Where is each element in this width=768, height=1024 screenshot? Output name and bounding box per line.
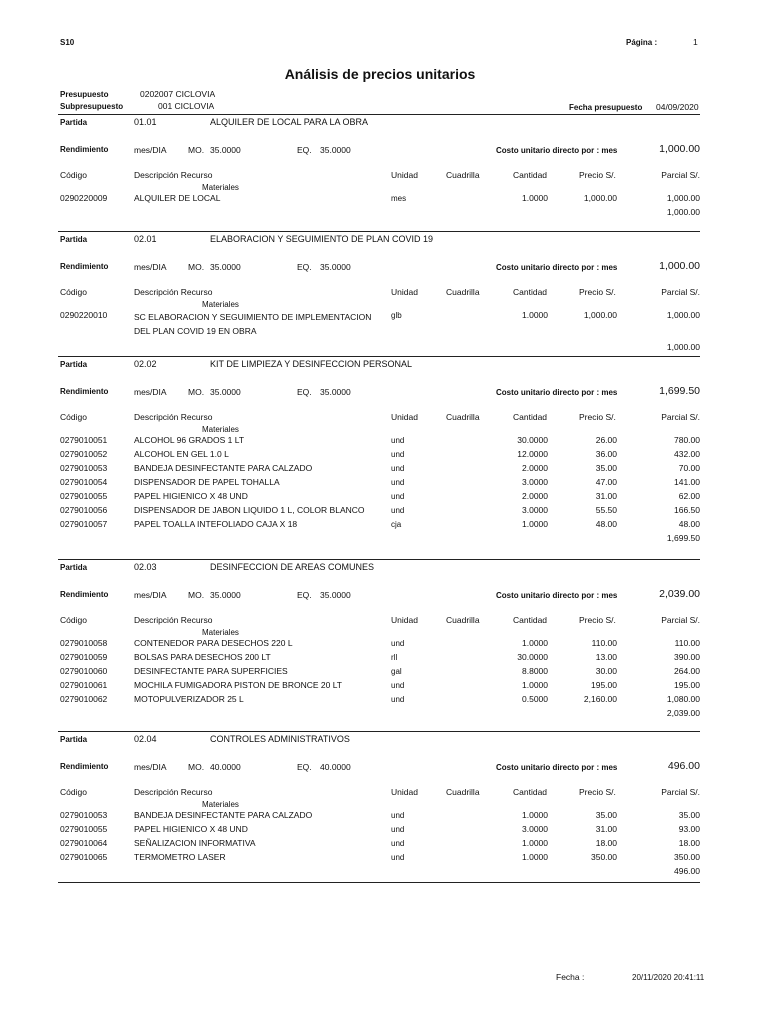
- row-code: 0279010059: [60, 652, 108, 662]
- col-descripcion: Descripción Recurso: [134, 287, 213, 297]
- row-description: MOTOPULVERIZADOR 25 L: [134, 694, 244, 704]
- partida-code: 02.03: [134, 562, 157, 572]
- col-cantidad: Cantidad: [513, 787, 548, 797]
- partida-code: 02.01: [134, 234, 157, 244]
- page-number: 1: [693, 37, 698, 47]
- row-partial: 35.00: [678, 810, 700, 820]
- partida-name: DESINFECCION DE AREAS COMUNES: [210, 562, 375, 572]
- row-description: SC ELABORACION Y SEGUIMIENTO DE IMPLEMENTACION DEL PLAN COVID 19 EN OBRA: [134, 312, 372, 336]
- row-code: 0279010062: [60, 694, 108, 704]
- table-row: [0, 652, 768, 666]
- mo-label: MO.: [188, 262, 205, 272]
- row-code: 0279010052: [60, 449, 108, 459]
- costo-unitario-value: 496.00: [667, 760, 700, 772]
- eq-label: EQ.: [297, 590, 312, 600]
- row-quantity: 1.0000: [522, 193, 548, 203]
- row-code: 0279010061: [60, 680, 108, 690]
- col-unidad: Unidad: [391, 615, 418, 625]
- col-descripcion: Descripción Recurso: [134, 787, 213, 797]
- row-quantity: 2.0000: [522, 463, 548, 473]
- table-row: [0, 838, 768, 852]
- partida-code: 02.04: [134, 734, 157, 744]
- row-price: 26.00: [595, 435, 617, 445]
- row-price: 195.00: [591, 680, 617, 690]
- partida-name: ALQUILER DE LOCAL PARA LA OBRA: [210, 117, 369, 127]
- table-row: [0, 505, 768, 519]
- row-code: 0279010053: [60, 463, 108, 473]
- costo-unitario-value: 1,699.50: [659, 385, 700, 397]
- page-label: Página :: [626, 38, 658, 47]
- partida-code: 02.02: [134, 359, 157, 369]
- row-partial: 390.00: [674, 652, 700, 662]
- row-price: 13.00: [595, 652, 617, 662]
- row-quantity: 1.0000: [522, 519, 548, 529]
- col-precio: Precio S/.: [579, 170, 616, 180]
- costo-unitario-label: Costo unitario directo por : mes: [496, 263, 618, 272]
- row-description: SEÑALIZACION INFORMATIVA: [134, 838, 256, 848]
- row-quantity: 1.0000: [522, 638, 548, 648]
- row-code: 0279010055: [60, 824, 108, 834]
- col-descripcion: Descripción Recurso: [134, 170, 213, 180]
- partida-label: Partida: [60, 235, 88, 244]
- row-price: 110.00: [591, 638, 617, 648]
- row-unit: und: [391, 464, 405, 473]
- col-cuadrilla: Cuadrilla: [446, 170, 480, 180]
- partida-total: 496.00: [674, 866, 700, 876]
- row-quantity: 3.0000: [522, 477, 548, 487]
- costo-unitario-value: 1,000.00: [659, 143, 700, 155]
- partida-divider: [58, 114, 700, 115]
- partida-label: Partida: [60, 735, 88, 744]
- row-unit: und: [391, 492, 405, 501]
- row-unit: gal: [391, 667, 402, 676]
- row-quantity: 30.0000: [517, 435, 548, 445]
- row-price: 55.50: [595, 505, 617, 515]
- row-description: CONTENEDOR PARA DESECHOS 220 L: [134, 638, 293, 648]
- row-code: 0279010058: [60, 638, 108, 648]
- rendimiento-label: Rendimiento: [60, 262, 109, 271]
- row-quantity: 12.0000: [517, 449, 548, 459]
- eq-label: EQ.: [297, 387, 312, 397]
- row-unit: und: [391, 695, 405, 704]
- rendimiento-unit: mes/DIA: [134, 762, 167, 772]
- partida-divider: [58, 356, 700, 357]
- col-precio: Precio S/.: [579, 787, 616, 797]
- costo-unitario-label: Costo unitario directo por : mes: [496, 591, 618, 600]
- row-price: 48.00: [595, 519, 617, 529]
- row-description: ALCOHOL EN GEL 1.0 L: [134, 449, 229, 459]
- eq-value: 35.0000: [320, 387, 351, 397]
- rendimiento-label: Rendimiento: [60, 762, 109, 771]
- footer-fecha-label: Fecha :: [556, 972, 585, 982]
- col-parcial: Parcial S/.: [661, 412, 700, 422]
- partida-label: Partida: [60, 118, 88, 127]
- row-description: DISPENSADOR DE PAPEL TOHALLA: [134, 477, 280, 487]
- table-row: [0, 666, 768, 680]
- table-row: [0, 852, 768, 866]
- row-partial: 432.00: [674, 449, 700, 459]
- col-codigo: Código: [60, 287, 87, 297]
- table-row: [0, 491, 768, 505]
- col-parcial: Parcial S/.: [661, 170, 700, 180]
- row-unit: und: [391, 639, 405, 648]
- row-unit: und: [391, 811, 405, 820]
- partida-divider: [58, 559, 700, 560]
- row-code: 0290220010: [60, 310, 108, 320]
- row-price: 31.00: [595, 491, 617, 501]
- row-partial: 48.00: [678, 519, 700, 529]
- materiales-label: Materiales: [202, 800, 239, 809]
- row-unit: und: [391, 436, 405, 445]
- col-codigo: Código: [60, 170, 87, 180]
- eq-label: EQ.: [297, 262, 312, 272]
- eq-value: 35.0000: [320, 145, 351, 155]
- rendimiento-label: Rendimiento: [60, 145, 109, 154]
- table-row: [0, 477, 768, 491]
- row-code: 0279010051: [60, 435, 108, 445]
- eq-label: EQ.: [297, 762, 312, 772]
- row-quantity: 1.0000: [522, 680, 548, 690]
- row-description: BANDEJA DESINFECTANTE PARA CALZADO: [134, 810, 313, 820]
- col-cantidad: Cantidad: [513, 412, 548, 422]
- col-unidad: Unidad: [391, 170, 418, 180]
- row-quantity: 1.0000: [522, 310, 548, 320]
- table-row: [0, 193, 768, 207]
- row-quantity: 30.0000: [517, 652, 548, 662]
- eq-value: 35.0000: [320, 262, 351, 272]
- costo-unitario-value: 1,000.00: [659, 260, 700, 272]
- row-code: 0279010053: [60, 810, 108, 820]
- row-quantity: 3.0000: [522, 505, 548, 515]
- row-price: 35.00: [595, 810, 617, 820]
- costo-unitario-label: Costo unitario directo por : mes: [496, 388, 618, 397]
- row-partial: 110.00: [674, 638, 700, 648]
- row-unit: mes: [391, 194, 407, 203]
- row-price: 1,000.00: [583, 310, 617, 320]
- col-cuadrilla: Cuadrilla: [446, 287, 480, 297]
- row-unit: und: [391, 853, 405, 862]
- rendimiento-unit: mes/DIA: [134, 145, 167, 155]
- row-partial: 166.50: [674, 505, 700, 515]
- table-row: [0, 435, 768, 449]
- col-parcial: Parcial S/.: [661, 615, 700, 625]
- rendimiento-unit: mes/DIA: [134, 387, 167, 397]
- row-code: 0279010055: [60, 491, 108, 501]
- row-partial: 1,080.00: [666, 694, 700, 704]
- partida-label: Partida: [60, 563, 88, 572]
- row-partial: 70.00: [678, 463, 700, 473]
- row-code: 0290220009: [60, 193, 108, 203]
- row-partial: 1,000.00: [666, 310, 700, 320]
- materiales-label: Materiales: [202, 628, 239, 637]
- materiales-label: Materiales: [202, 425, 239, 434]
- rendimiento-label: Rendimiento: [60, 387, 109, 396]
- row-code: 0279010065: [60, 852, 108, 862]
- partida-total: 2,039.00: [666, 708, 700, 718]
- col-descripcion: Descripción Recurso: [134, 412, 213, 422]
- table-row: [0, 694, 768, 708]
- footer-fecha-value: 20/11/2020 20:41:11: [632, 973, 705, 982]
- table-row: [0, 449, 768, 463]
- col-cuadrilla: Cuadrilla: [446, 787, 480, 797]
- row-unit: und: [391, 825, 405, 834]
- partida-label: Partida: [60, 360, 88, 369]
- costo-unitario-label: Costo unitario directo por : mes: [496, 763, 618, 772]
- mo-value: 35.0000: [210, 387, 241, 397]
- presupuesto-label: Presupuesto: [60, 90, 109, 99]
- costo-unitario-value: 2,039.00: [659, 588, 700, 600]
- row-price: 2,160.00: [583, 694, 617, 704]
- row-unit: rll: [391, 653, 398, 662]
- col-descripcion: Descripción Recurso: [134, 615, 213, 625]
- mo-value: 35.0000: [210, 145, 241, 155]
- mo-label: MO.: [188, 387, 205, 397]
- row-quantity: 3.0000: [522, 824, 548, 834]
- mo-value: 40.0000: [210, 762, 241, 772]
- eq-label: EQ.: [297, 145, 312, 155]
- rendimiento-unit: mes/DIA: [134, 590, 167, 600]
- partida-name: KIT DE LIMPIEZA Y DESINFECCION PERSONAL: [210, 359, 413, 369]
- col-cantidad: Cantidad: [513, 615, 548, 625]
- col-codigo: Código: [60, 615, 87, 625]
- row-description: TERMOMETRO LASER: [134, 852, 226, 862]
- table-row: [0, 824, 768, 838]
- page-title: Análisis de precios unitarios: [284, 66, 476, 82]
- row-quantity: 0.5000: [522, 694, 548, 704]
- row-quantity: 1.0000: [522, 810, 548, 820]
- row-price: 1,000.00: [583, 193, 617, 203]
- row-partial: 141.00: [674, 477, 700, 487]
- row-quantity: 8.8000: [522, 666, 548, 676]
- col-cantidad: Cantidad: [513, 287, 548, 297]
- row-price: 350.00: [591, 852, 617, 862]
- row-price: 35.00: [595, 463, 617, 473]
- row-description: PAPEL HIGIENICO X 48 UND: [134, 824, 248, 834]
- col-cantidad: Cantidad: [513, 170, 548, 180]
- row-description: MOCHILA FUMIGADORA PISTON DE BRONCE 20 LT: [134, 680, 342, 690]
- subpresupuesto-value: 001 CICLOVIA: [158, 101, 215, 111]
- mo-value: 35.0000: [210, 590, 241, 600]
- row-partial: 780.00: [674, 435, 700, 445]
- row-price: 36.00: [595, 449, 617, 459]
- row-code: 0279010054: [60, 477, 108, 487]
- row-unit: glb: [391, 311, 402, 320]
- row-code: 0279010064: [60, 838, 108, 848]
- row-quantity: 1.0000: [522, 838, 548, 848]
- partida-total: 1,000.00: [666, 207, 700, 217]
- partida-total: 1,000.00: [666, 342, 700, 352]
- row-description: ALQUILER DE LOCAL: [134, 193, 221, 203]
- report-code: S10: [60, 38, 75, 47]
- row-partial: 1,000.00: [666, 193, 700, 203]
- table-row: [0, 638, 768, 652]
- row-partial: 18.00: [678, 838, 700, 848]
- row-unit: und: [391, 681, 405, 690]
- subpresupuesto-label: Subpresupuesto: [60, 102, 124, 111]
- partida-name: CONTROLES ADMINISTRATIVOS: [210, 734, 350, 744]
- row-description: ALCOHOL 96 GRADOS 1 LT: [134, 435, 245, 445]
- row-unit: cja: [391, 520, 402, 529]
- row-partial: 264.00: [674, 666, 700, 676]
- row-partial: 62.00: [678, 491, 700, 501]
- row-price: 31.00: [595, 824, 617, 834]
- row-description: BOLSAS PARA DESECHOS 200 LT: [134, 652, 271, 662]
- col-codigo: Código: [60, 787, 87, 797]
- row-partial: 350.00: [674, 852, 700, 862]
- rendimiento-unit: mes/DIA: [134, 262, 167, 272]
- row-unit: und: [391, 478, 405, 487]
- row-price: 47.00: [595, 477, 617, 487]
- table-row: [0, 310, 768, 336]
- col-codigo: Código: [60, 412, 87, 422]
- eq-value: 40.0000: [320, 762, 351, 772]
- fecha-presupuesto-label: Fecha presupuesto: [569, 103, 643, 112]
- col-unidad: Unidad: [391, 787, 418, 797]
- col-precio: Precio S/.: [579, 412, 616, 422]
- row-unit: und: [391, 839, 405, 848]
- row-price: 30.00: [595, 666, 617, 676]
- rendimiento-label: Rendimiento: [60, 590, 109, 599]
- partida-name: ELABORACION Y SEGUIMIENTO DE PLAN COVID 19: [210, 234, 434, 244]
- partida-divider: [58, 231, 700, 232]
- col-unidad: Unidad: [391, 412, 418, 422]
- row-quantity: 2.0000: [522, 491, 548, 501]
- mo-value: 35.0000: [210, 262, 241, 272]
- materiales-label: Materiales: [202, 183, 239, 192]
- row-quantity: 1.0000: [522, 852, 548, 862]
- mo-label: MO.: [188, 590, 205, 600]
- partida-divider: [58, 731, 700, 732]
- row-unit: und: [391, 506, 405, 515]
- partida-code: 01.01: [134, 117, 157, 127]
- fecha-presupuesto-value: 04/09/2020: [656, 102, 699, 112]
- row-description: BANDEJA DESINFECTANTE PARA CALZADO: [134, 463, 313, 473]
- table-row: [0, 810, 768, 824]
- row-description: PAPEL TOALLA INTEFOLIADO CAJA X 18: [134, 519, 298, 529]
- presupuesto-value: 0202007 CICLOVIA: [140, 89, 216, 99]
- table-row: [0, 463, 768, 477]
- col-parcial: Parcial S/.: [661, 787, 700, 797]
- eq-value: 35.0000: [320, 590, 351, 600]
- col-cuadrilla: Cuadrilla: [446, 412, 480, 422]
- row-code: 0279010057: [60, 519, 108, 529]
- row-code: 0279010056: [60, 505, 108, 515]
- mo-label: MO.: [188, 145, 205, 155]
- col-precio: Precio S/.: [579, 615, 616, 625]
- col-unidad: Unidad: [391, 287, 418, 297]
- materiales-label: Materiales: [202, 300, 239, 309]
- row-price: 18.00: [595, 838, 617, 848]
- table-row: [0, 680, 768, 694]
- col-precio: Precio S/.: [579, 287, 616, 297]
- row-description: DESINFECTANTE PARA SUPERFICIES: [134, 666, 288, 676]
- col-cuadrilla: Cuadrilla: [446, 615, 480, 625]
- row-unit: und: [391, 450, 405, 459]
- col-parcial: Parcial S/.: [661, 287, 700, 297]
- row-description: DISPENSADOR DE JABON LIQUIDO 1 L, COLOR BLANCO: [134, 505, 365, 515]
- costo-unitario-label: Costo unitario directo por : mes: [496, 146, 618, 155]
- partida-total: 1,699.50: [666, 533, 700, 543]
- row-partial: 93.00: [678, 824, 700, 834]
- row-partial: 195.00: [674, 680, 700, 690]
- row-code: 0279010060: [60, 666, 108, 676]
- final-divider: [58, 882, 700, 883]
- table-row: [0, 519, 768, 533]
- row-description: PAPEL HIGIENICO X 48 UND: [134, 491, 248, 501]
- mo-label: MO.: [188, 762, 205, 772]
